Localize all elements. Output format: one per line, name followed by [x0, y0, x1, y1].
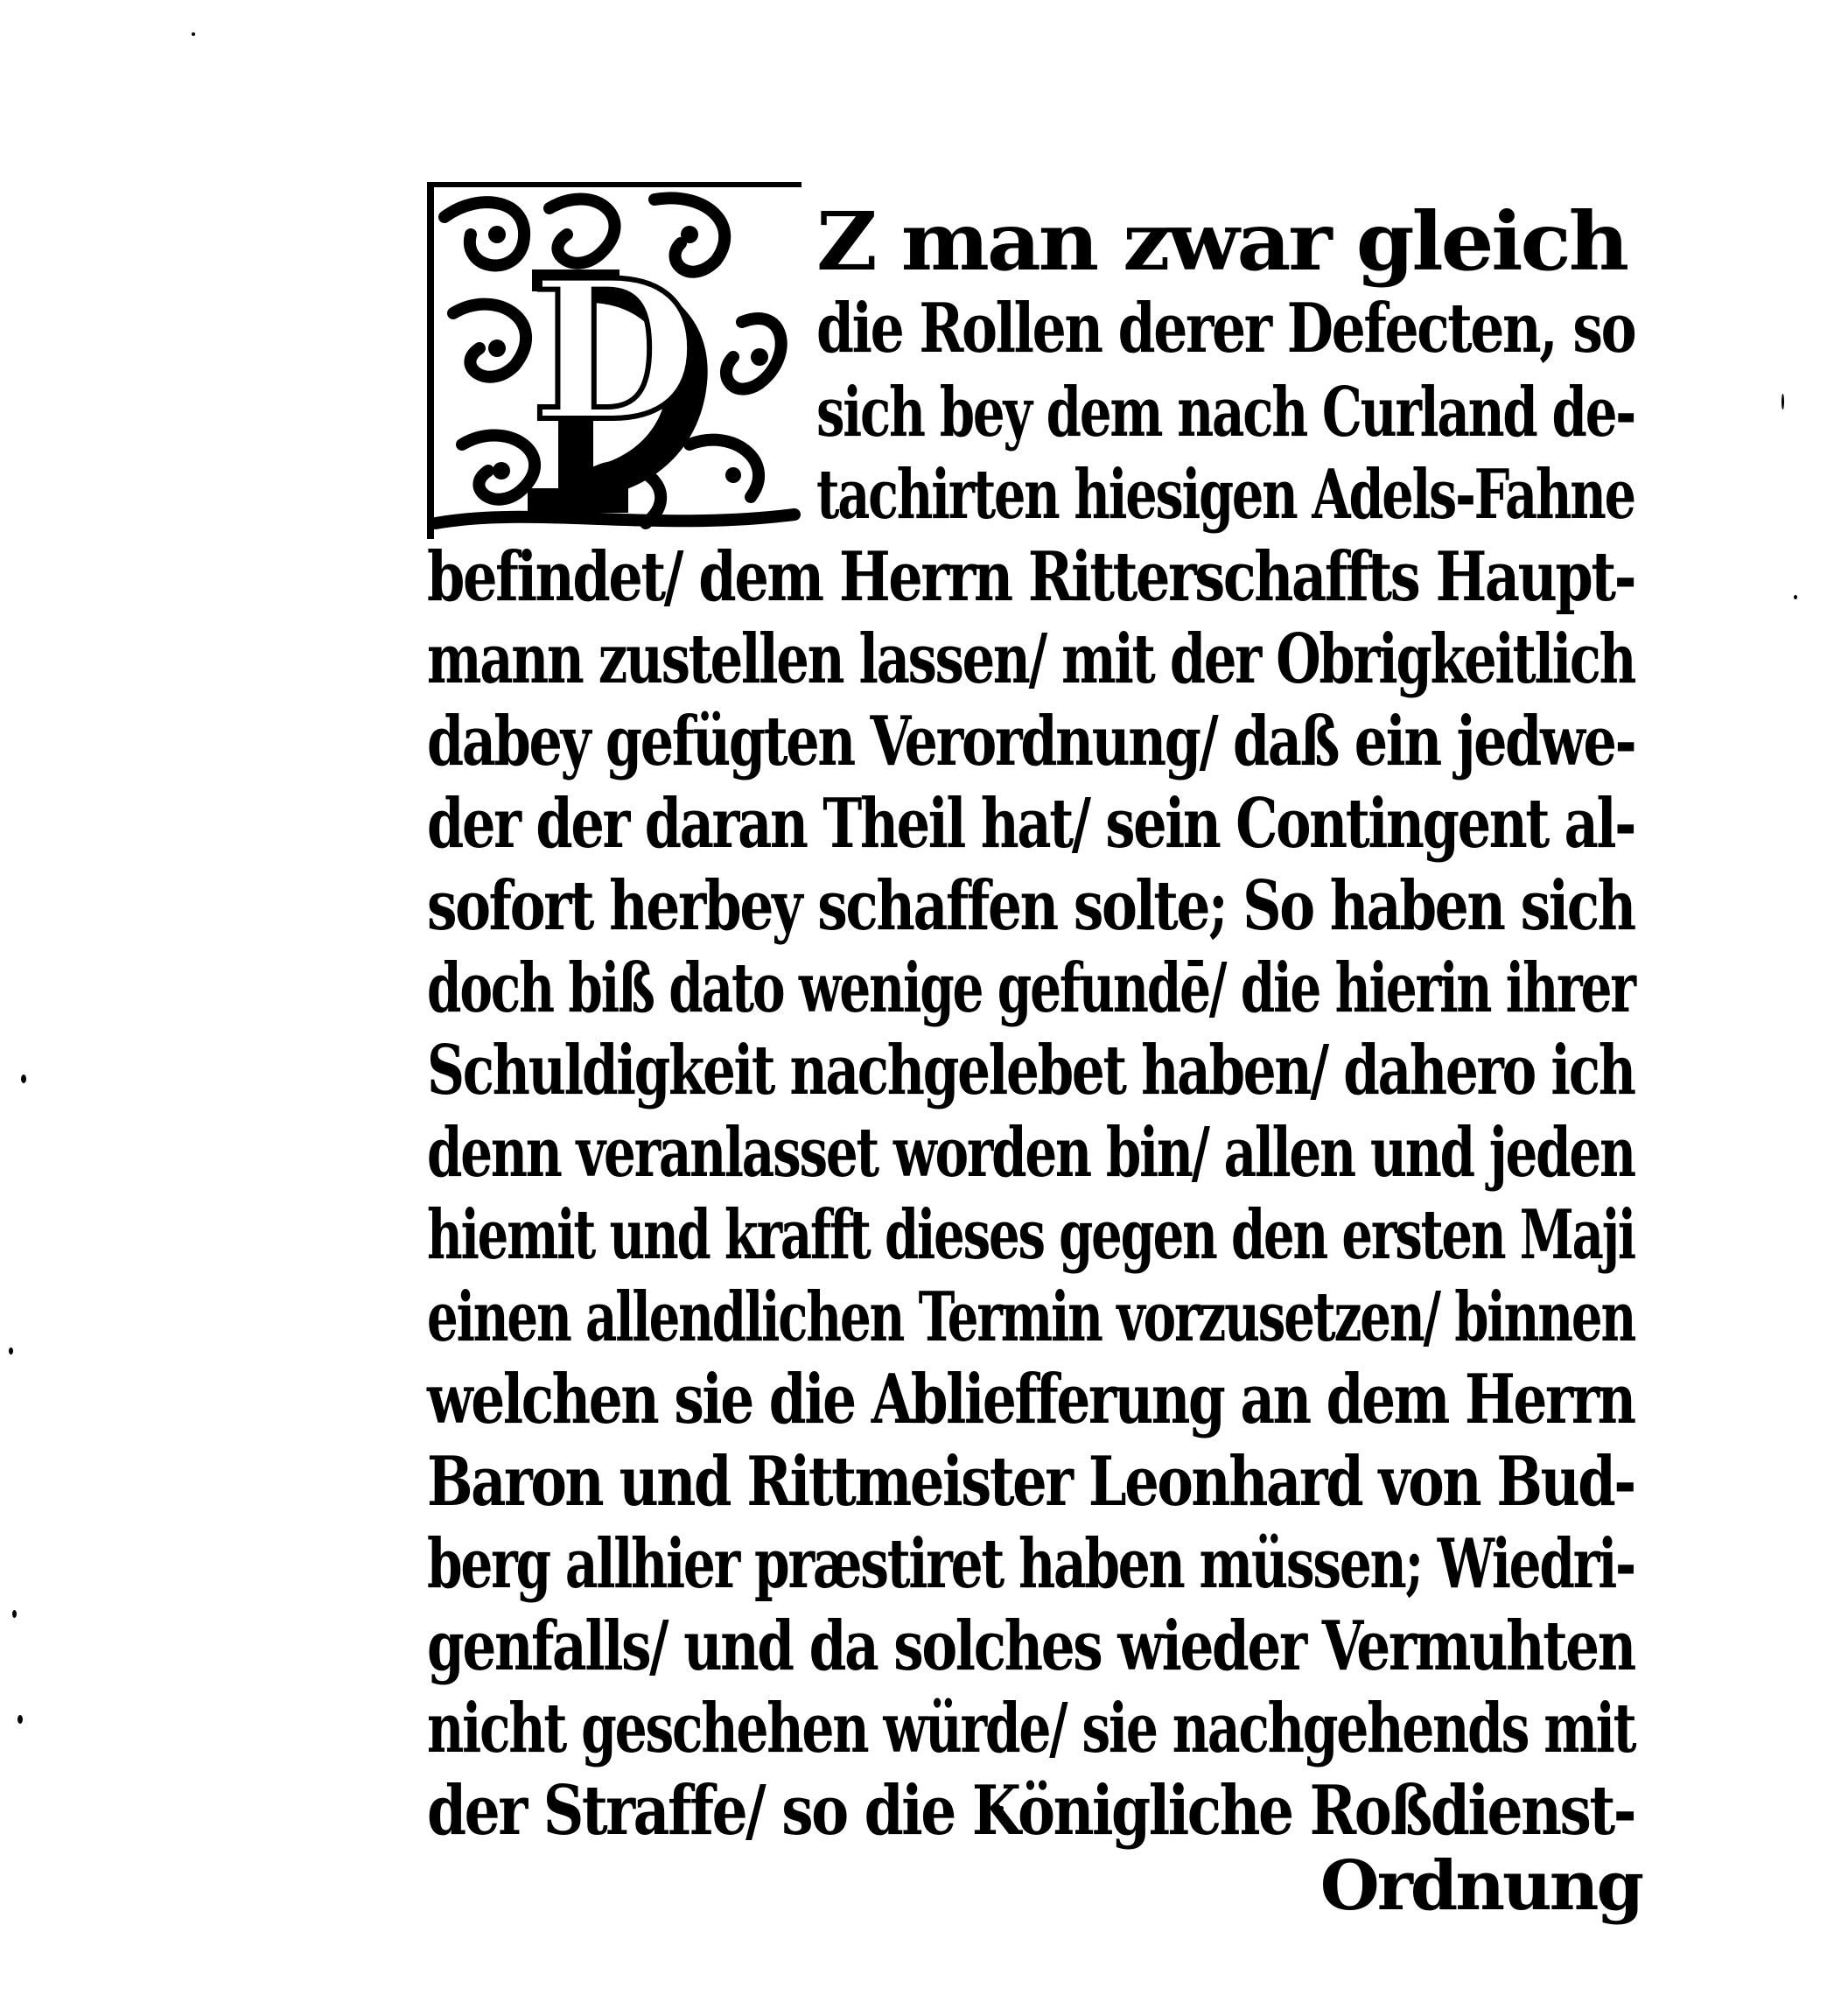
scan-speck [1794, 595, 1797, 599]
text-line: nicht geschehen würde/ sie nachgehends mit [427, 1689, 1635, 1768]
scan-speck [18, 1715, 23, 1724]
text-line: der Straffe/ so die Königliche Roßdienst- [427, 1771, 1634, 1851]
text-line: die Rollen derer Defecten, so [816, 289, 1635, 368]
scan-speck [1782, 394, 1784, 410]
text-line: der der daran Theil hat/ sein Contingent al- [427, 784, 1634, 864]
text-line: Baron und Rittmeister Leonhard von Bud- [427, 1442, 1634, 1522]
text-line: befindet/ dem Herrn Ritterschaffts Haupt- [427, 537, 1635, 617]
text-line: sich bey dem nach Curland de- [816, 373, 1635, 452]
text-line: Z man zwar gleich [816, 194, 1627, 289]
text-line: einen allendlichen Termin vorzusetzen/ binnen [427, 1278, 1635, 1357]
text-line: mann zustellen lassen/ mit der Obrigkeitlich [427, 620, 1635, 699]
ornamental-initial-image [427, 182, 802, 539]
scan-speck [21, 1074, 26, 1083]
text-line: berg allhier præstiret haben müssen; Wiedri- [427, 1524, 1634, 1604]
catchword: Ordnung [1320, 1846, 1642, 1926]
text-line: tachirten hiesigen Adels-Fahne [816, 455, 1634, 535]
text-line: sofort herbey schaffen solte; So haben sich [427, 866, 1634, 946]
scan-speck [12, 1610, 17, 1618]
initial-letter: D [530, 237, 698, 464]
text-line: Schuldigkeit nachgelebet haben/ dahero ich [427, 1031, 1634, 1110]
text-line: genfalls/ und da solches wieder Vermuhten [427, 1606, 1634, 1686]
text-line: welchen sie die Abliefferung an dem Herrn [427, 1360, 1634, 1439]
text-line: hiemit und krafft dieses gegen den ersten Maji [427, 1195, 1634, 1275]
scan-speck [192, 32, 195, 36]
scan-speck [9, 1348, 13, 1354]
text-line: denn veranlasset worden bin/ allen und jeden [427, 1113, 1634, 1193]
text-line: doch biß dato wenige gefundē/ die hierin ihrer [427, 948, 1634, 1028]
text-line: dabey gefügten Verordnung/ daß ein jedwe- [427, 702, 1635, 781]
decorated-initial [427, 182, 802, 539]
